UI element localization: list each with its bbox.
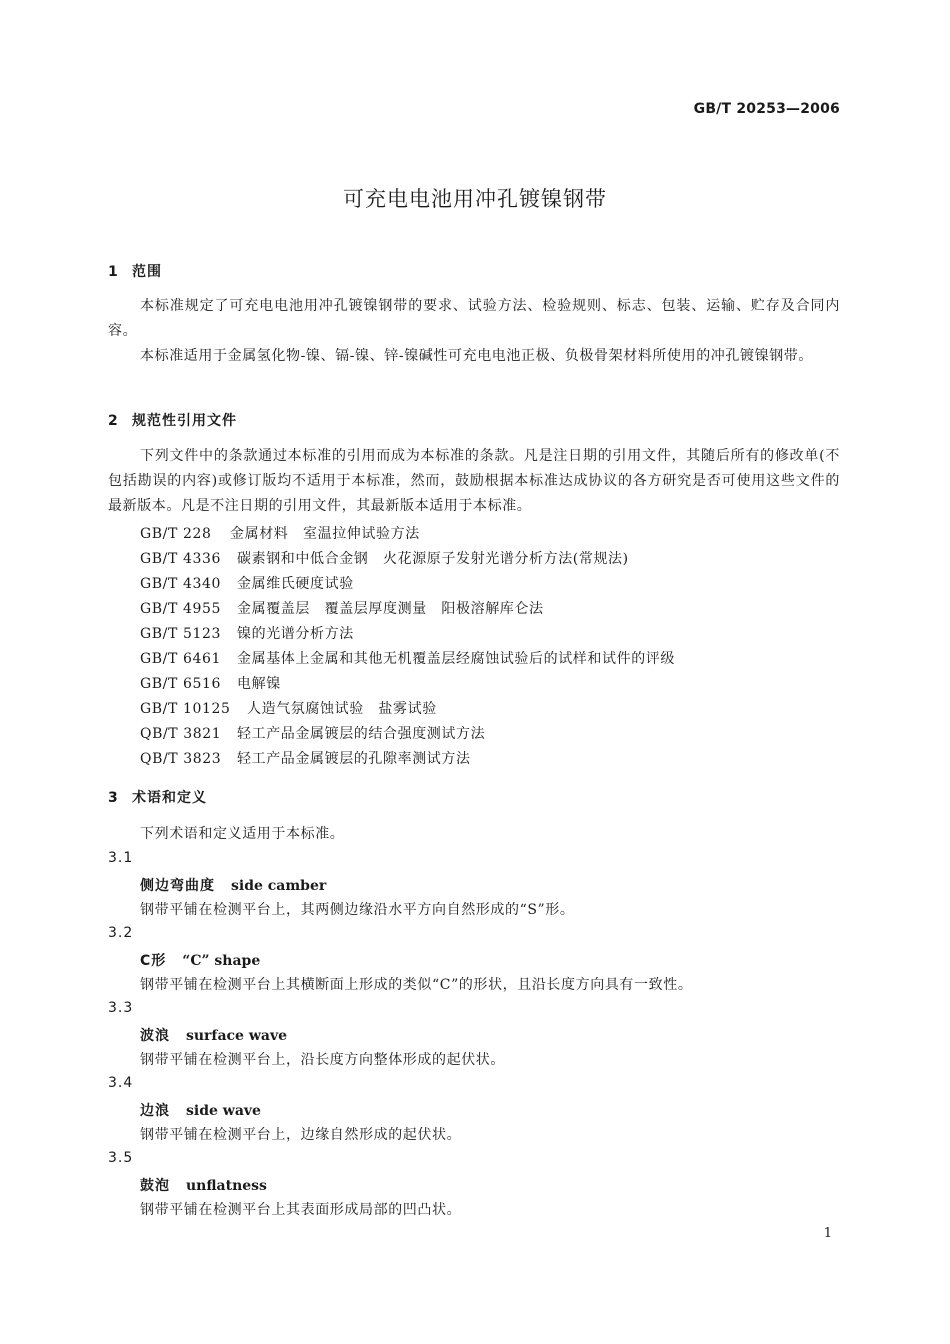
section-heading-scope xyxy=(108,261,162,281)
reference-item xyxy=(140,648,675,668)
reference-title: 电解镍 xyxy=(237,676,281,692)
section-title: 范围 xyxy=(132,264,162,280)
term-zh: 波浪 xyxy=(140,1028,170,1044)
reference-title: 人造气氛腐蚀试验 盐雾试验 xyxy=(247,701,437,717)
reference-title: 轻工产品金属镀层的结合强度测试方法 xyxy=(237,726,486,742)
reference-code: GB/T 4955 xyxy=(140,601,222,617)
reference-item xyxy=(140,623,354,643)
document-title: 可充电电池用冲孔镀镍钢带 xyxy=(343,187,607,211)
term-en: side wave xyxy=(186,1103,261,1119)
term-heading xyxy=(140,1175,267,1195)
standard-code: GB/T 20253—2006 xyxy=(693,101,840,117)
clause-number: 3.4 xyxy=(108,1075,134,1091)
term-en: “C” shape xyxy=(182,953,261,969)
section-heading-terms xyxy=(108,787,207,807)
reference-title: 轻工产品金属镀层的孔隙率测试方法 xyxy=(237,751,471,767)
reference-code: GB/T 6461 xyxy=(140,651,222,667)
reference-code: GB/T 4340 xyxy=(140,576,222,592)
term-en: unflatness xyxy=(186,1178,267,1194)
term-definition: 钢带平铺在检测平台上其表面形成局部的凹凸状。 xyxy=(140,1202,462,1218)
section-number: 2 xyxy=(108,413,119,429)
term-zh: 鼓泡 xyxy=(140,1178,170,1194)
term-heading xyxy=(140,1025,287,1045)
term-zh: 边浪 xyxy=(140,1103,170,1119)
scope-paragraph-1: 本标准规定了可充电电池用冲孔镀镍钢带的要求、试验方法、检验规则、标志、包装、运输、贮存及合同内容。 xyxy=(108,298,840,339)
term-definition: 钢带平铺在检测平台上其横断面上形成的类似“C”的形状，且沿长度方向具有一致性。 xyxy=(140,977,693,993)
section-number: 3 xyxy=(108,790,119,806)
reference-item xyxy=(140,748,471,768)
reference-code: QB/T 3823 xyxy=(140,751,222,767)
section-number: 1 xyxy=(108,264,119,280)
clause-number: 3.2 xyxy=(108,925,134,941)
reference-item xyxy=(140,673,281,693)
reference-item xyxy=(140,598,544,618)
term-zh: C形 xyxy=(140,953,167,969)
section-title: 术语和定义 xyxy=(132,790,207,806)
reference-code: GB/T 4336 xyxy=(140,551,222,567)
reference-item xyxy=(140,723,485,743)
clause-number: 3.5 xyxy=(108,1150,134,1166)
term-heading xyxy=(140,875,326,895)
reference-title: 金属材料 室温拉伸试验方法 xyxy=(230,526,420,542)
term-definition: 钢带平铺在检测平台上，边缘自然形成的起伏状。 xyxy=(140,1127,462,1143)
reference-item xyxy=(140,548,629,568)
term-heading xyxy=(140,1100,261,1120)
reference-code: GB/T 10125 xyxy=(140,701,231,717)
reference-title: 金属覆盖层 覆盖层厚度测量 阳极溶解库仑法 xyxy=(237,601,544,617)
term-definition: 钢带平铺在检测平台上，沿长度方向整体形成的起伏状。 xyxy=(140,1052,505,1068)
terms-intro: 下列术语和定义适用于本标准。 xyxy=(140,826,345,842)
reference-title: 碳素钢和中低合金钢 火花源原子发射光谱分析方法(常规法) xyxy=(237,551,629,567)
reference-code: GB/T 6516 xyxy=(140,676,222,692)
clause-number: 3.1 xyxy=(108,850,134,866)
reference-item xyxy=(140,523,420,543)
normative-intro-paragraph: 下列文件中的条款通过本标准的引用而成为本标准的条款。凡是注日期的引用文件，其随后所有的修改单(不包括勘误的内容)或修订版均不适用于本标准，然而，鼓励根据本标准达成协议的各方研究是否可使用这些文件的最新版本。凡是不注日期的引用文件，其最新版本适用于本标准。 xyxy=(108,448,840,514)
term-en: surface wave xyxy=(186,1028,288,1044)
reference-title: 镍的光谱分析方法 xyxy=(237,626,354,642)
section-heading-normative xyxy=(108,410,237,430)
scope-paragraph-2: 本标准适用于金属氢化物-镍、镉-镍、锌-镍碱性可充电电池正极、负极骨架材料所使用的冲孔镀镍钢带。 xyxy=(140,348,813,364)
reference-code: GB/T 228 xyxy=(140,526,212,542)
reference-title: 金属基体上金属和其他无机覆盖层经腐蚀试验后的试样和试件的评级 xyxy=(237,651,675,667)
term-zh: 侧边弯曲度 xyxy=(140,878,215,894)
reference-item xyxy=(140,573,354,593)
clause-number: 3.3 xyxy=(108,1000,134,1016)
term-definition: 钢带平铺在检测平台上，其两侧边缘沿水平方向自然形成的“S”形。 xyxy=(140,902,575,918)
section-title: 规范性引用文件 xyxy=(132,413,237,429)
reference-code: GB/T 5123 xyxy=(140,626,222,642)
reference-title: 金属维氏硬度试验 xyxy=(237,576,354,592)
reference-code: QB/T 3821 xyxy=(140,726,222,742)
term-heading xyxy=(140,950,260,970)
reference-item xyxy=(140,698,437,718)
page-number: 1 xyxy=(823,1226,832,1241)
term-en: side camber xyxy=(231,878,327,894)
